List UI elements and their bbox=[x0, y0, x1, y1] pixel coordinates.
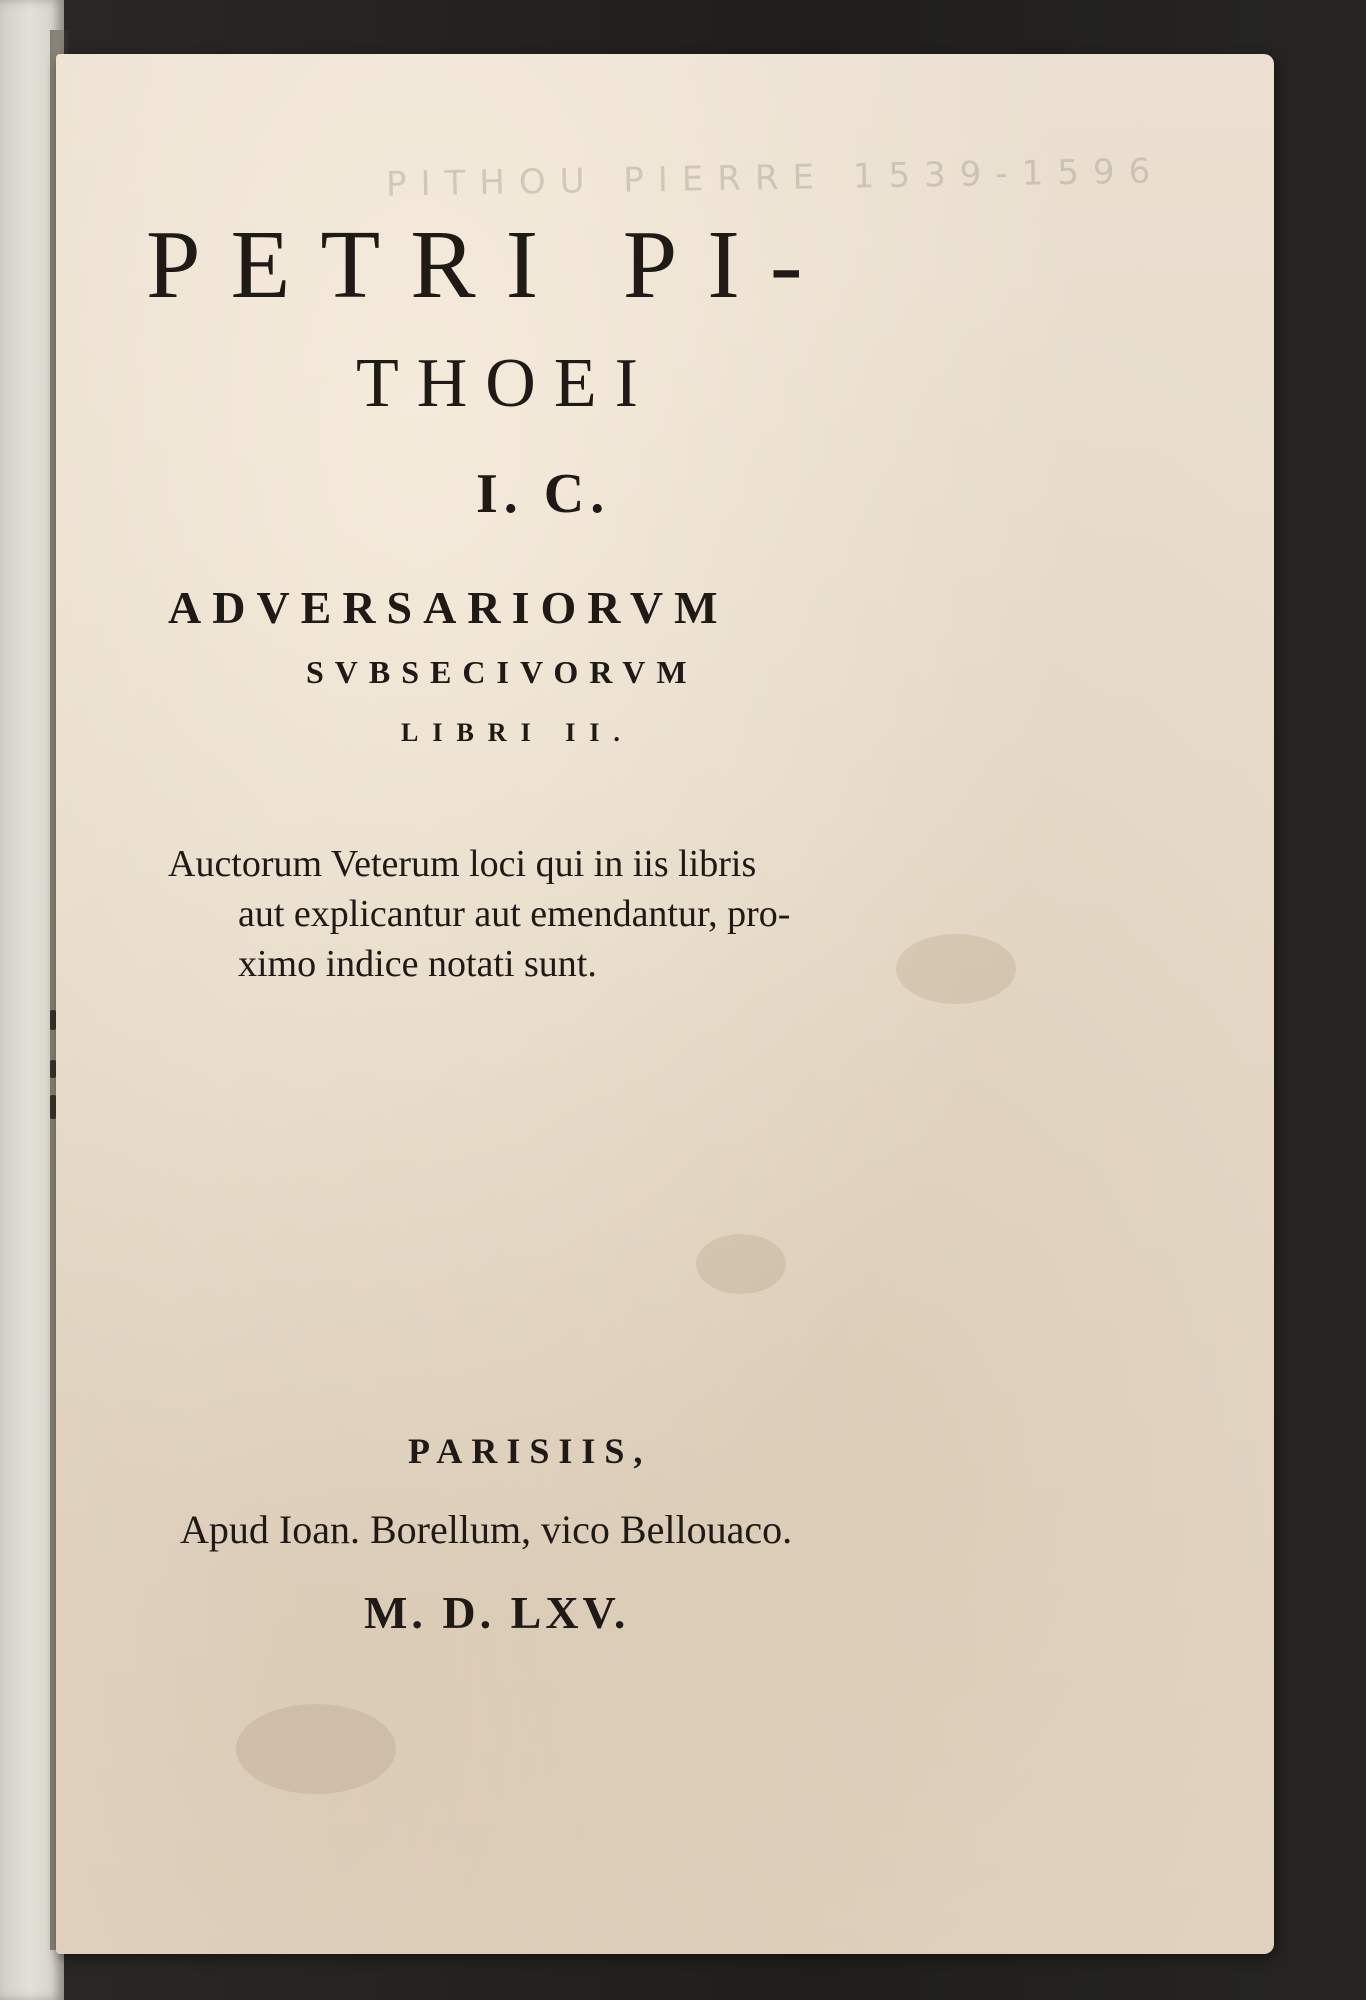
paper-stain bbox=[896, 934, 1016, 1004]
description-paragraph bbox=[168, 839, 791, 989]
imprint-place: PARISIIS, bbox=[408, 1431, 652, 1471]
imprint-printer: Apud Ioan. Borellum, vico Bellouaco. bbox=[180, 1507, 793, 1552]
description-line: aut explicantur aut emendantur, pro- bbox=[238, 893, 791, 935]
paper-stain bbox=[696, 1234, 786, 1294]
author-name-line-1: PETRI PI- bbox=[146, 211, 833, 319]
description-line: Auctorum Veterum loci qui in iis libris bbox=[168, 843, 757, 885]
work-title-line-3: LIBRI II. bbox=[401, 718, 634, 747]
paper-stain bbox=[236, 1704, 396, 1794]
title-page bbox=[56, 54, 1274, 1954]
author-title: I. C. bbox=[476, 463, 611, 525]
work-title-line-1: ADVERSARIORVM bbox=[168, 582, 729, 633]
pencil-annotation: PITHOU PIERRE 1539-1596 bbox=[385, 151, 1165, 205]
author-name-line-2: THOEI bbox=[356, 345, 656, 422]
description-line: ximo indice notati sunt. bbox=[238, 943, 597, 985]
work-title-line-2: SVBSECIVORVM bbox=[306, 654, 698, 690]
imprint-year: M. D. LXV. bbox=[364, 1587, 630, 1638]
